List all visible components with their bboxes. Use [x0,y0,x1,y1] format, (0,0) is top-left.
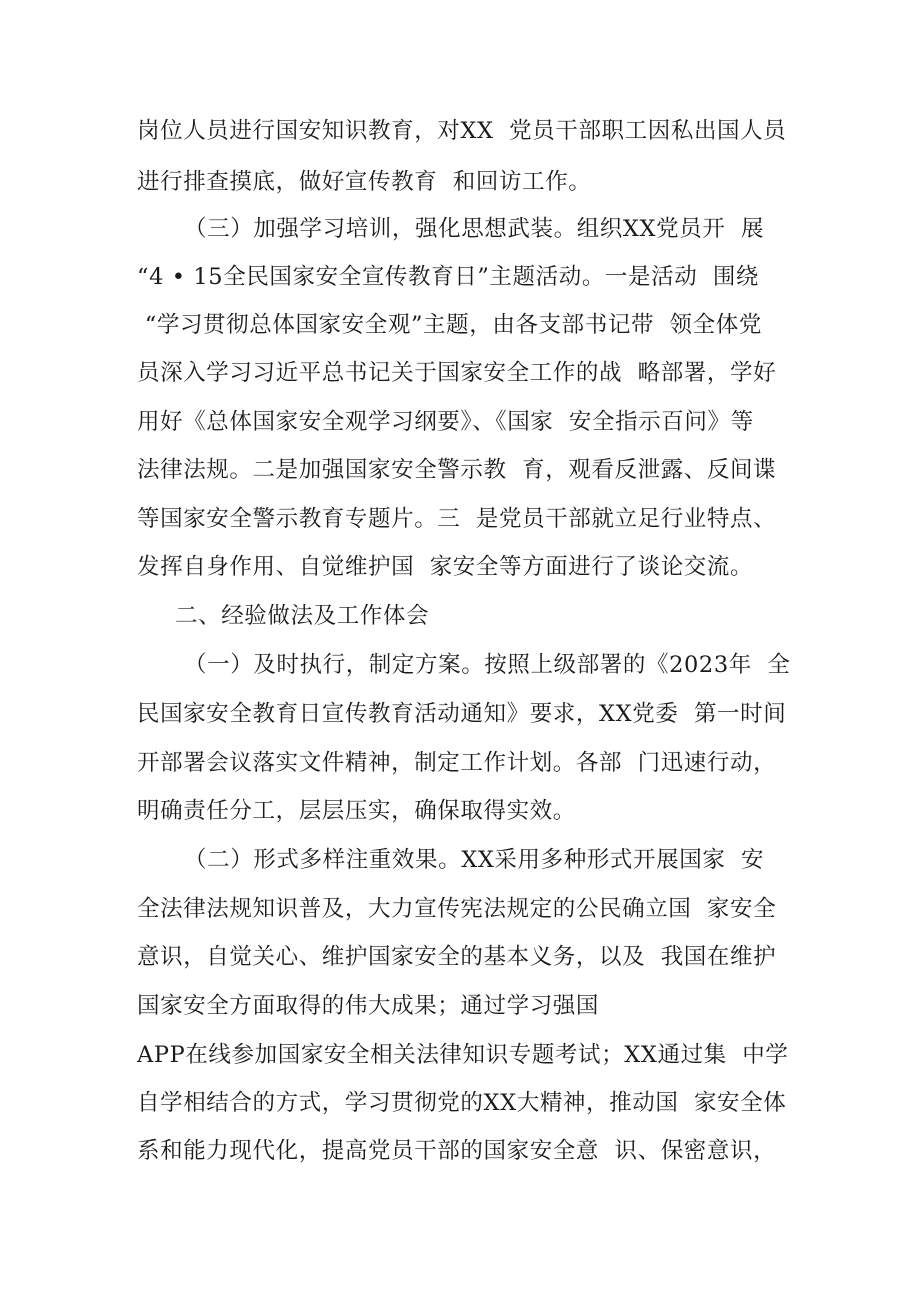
body-text-line: 国家安全方面取得的伟大成果；通过学习强国 [137,993,600,1019]
body-text-line: 民国家安全教育日宣传教育活动通知》要求，XX党委 第一时间 [137,701,787,727]
body-text-line: APP在线参加国家安全相关法律知识专题考试；XX通过集 中学 [137,1042,789,1068]
body-text-line: “4 • 15全民国家安全宣传教育日”主题活动。一是活动 围绕 [137,264,760,290]
paragraph-heading-3: （三）加强学习培训，强化思想武装。组织XX党员开 展 [184,216,765,242]
paragraph-heading-2: （二）形式多样注重效果。XX采用多种形式开展国家 安 [184,847,765,873]
body-text-line: 进行排查摸底，做好宣传教育 和回访工作。 [137,169,592,195]
body-text-line: 系和能力现代化，提高党员干部的国家安全意 识、保密意识， [137,1138,777,1164]
body-text-line: 等国家安全警示教育专题片。三 是党员干部就立足行业特点、 [137,506,777,532]
body-text-line: 用好《总体国家安全观学习纲要》、《国家 安全指示百问》等 [137,409,754,435]
paragraph-heading-1: （一）及时执行，制定方案。按照上级部署的《2023年 全 [184,652,791,678]
body-text-line: “学习贯彻总体国家安全观”主题，由各支部书记带 领全体党 [137,312,762,338]
body-text-line: 发挥自身作用、自觉维护国 家安全等方面进行了谈论交流。 [137,554,754,580]
body-text-line: 开部署会议落实文件精神，制定工作计划。各部 门迅速行动， [137,750,777,776]
section-heading: 二、经验做法及工作体会 [175,603,430,629]
body-text-line: 员深入学习习近平总书记关于国家安全工作的战 略部署，学好 [137,360,777,386]
body-text-line: 明确责任分工，层层压实，确保取得实效。 [137,798,576,824]
body-text-line: 法律法规。二是加强国家安全警示教 育，观看反泄露、反间谍 [137,457,777,483]
body-text-line: 全法律法规知识普及，大力宣传宪法规定的公民确立国 家安全 [137,896,777,922]
body-text-line: 意识，自觉关心、维护国家安全的基本义务，以及 我国在维护 [137,944,777,970]
body-text-line: 自学相结合的方式，学习贯彻党的XX大精神，推动国 家安全体 [137,1090,787,1116]
body-text-line: 岗位人员进行国安知识教育，对XX 党员干部职工因私出国人员 [137,118,787,144]
